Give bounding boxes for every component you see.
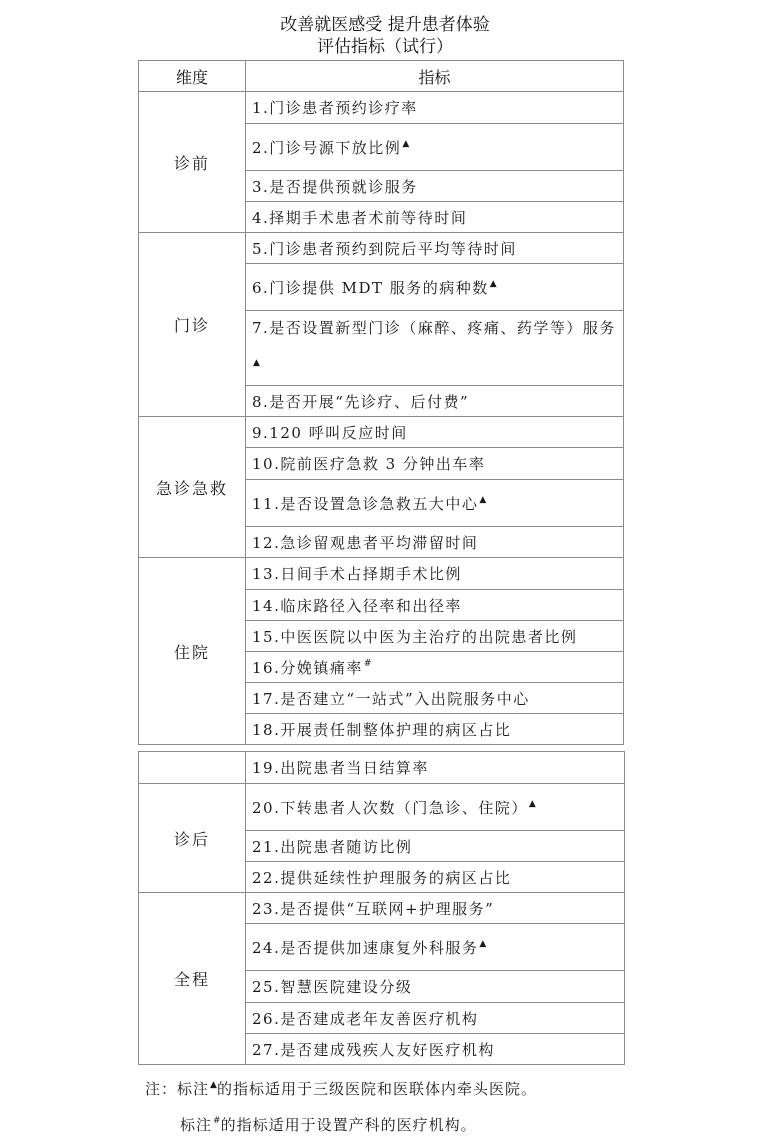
indicator-cell: 21.出院患者随访比例: [246, 831, 625, 862]
indicator-cell: 3.是否提供预就诊服务: [246, 171, 624, 202]
table-row: [139, 417, 624, 448]
indicator-cell: 16.分娩镇痛率#: [246, 652, 624, 683]
triangle-mark-icon: ▲: [489, 278, 497, 289]
triangle-mark-icon: ▲: [479, 494, 487, 505]
dimension-cell: 全程: [139, 893, 246, 1065]
dimension-cell: [139, 752, 246, 784]
table-row: [139, 893, 625, 924]
table-row: [139, 752, 625, 784]
indicator-cell: 6.门诊提供 MDT 服务的病种数▲: [246, 264, 624, 311]
table-row: [139, 784, 625, 831]
header-indicator: 指标: [246, 61, 624, 92]
footnote-triangle: 注：标注▲的指标适用于三级医院和医联体内牵头医院。: [145, 1080, 537, 1098]
footnote-hash: 标注#的指标适用于设置产科的医疗机构。: [180, 1116, 477, 1134]
hash-mark-icon: #: [213, 1116, 221, 1126]
table-row: [139, 92, 624, 124]
document-subtitle: 评估指标（试行）: [317, 37, 453, 57]
triangle-mark-icon: ▲: [402, 138, 410, 149]
indicator-cell: 17.是否建立“一站式”入出院服务中心: [246, 683, 624, 714]
dimension-cell: 诊后: [139, 784, 246, 893]
document-title: 改善就医感受 提升患者体验: [280, 15, 490, 35]
table-row: [139, 558, 624, 590]
indicator-table-part1: [138, 60, 624, 745]
indicator-cell: 26.是否建成老年友善医疗机构: [246, 1003, 625, 1034]
triangle-mark-icon: ▲: [253, 358, 260, 368]
indicator-cell: 24.是否提供加速康复外科服务▲: [246, 924, 625, 971]
indicator-cell: 20.下转患者人次数（门急诊、住院）▲: [246, 784, 625, 831]
indicator-cell: 15.中医医院以中医为主治疗的出院患者比例: [246, 621, 624, 652]
triangle-mark-icon: ▲: [210, 1080, 217, 1090]
indicator-cell: 19.出院患者当日结算率: [246, 752, 625, 784]
table-header-row: [139, 61, 624, 92]
indicator-cell: 1.门诊患者预约诊疗率: [246, 92, 624, 124]
indicator-cell: 7.是否设置新型门诊（麻醉、疼痛、药学等）服务▲: [246, 311, 624, 386]
indicator-cell: 14.临床路径入径率和出径率: [246, 590, 624, 621]
indicator-cell: 18.开展责任制整体护理的病区占比: [246, 714, 624, 745]
indicator-cell: 8.是否开展“先诊疗、后付费”: [246, 386, 624, 417]
dimension-cell: 诊前: [139, 92, 246, 233]
indicator-cell: 4.择期手术患者术前等待时间: [246, 202, 624, 233]
header-dimension: 维度: [139, 61, 246, 92]
triangle-mark-icon: ▲: [479, 938, 487, 949]
indicator-table-part2: [138, 751, 625, 1065]
indicator-cell: 2.门诊号源下放比例▲: [246, 124, 624, 171]
triangle-mark-icon: ▲: [528, 798, 536, 809]
indicator-cell: 5.门诊患者预约到院后平均等待时间: [246, 233, 624, 264]
indicator-cell: 11.是否设置急诊急救五大中心▲: [246, 480, 624, 527]
dimension-cell: 住院: [139, 558, 246, 745]
dimension-cell: 急诊急救: [139, 417, 246, 558]
indicator-cell: 22.提供延续性护理服务的病区占比: [246, 862, 625, 893]
indicator-cell: 9.120 呼叫反应时间: [246, 417, 624, 448]
hash-mark-icon: #: [363, 658, 372, 669]
indicator-cell: 25.智慧医院建设分级: [246, 971, 625, 1003]
indicator-cell: 13.日间手术占择期手术比例: [246, 558, 624, 590]
indicator-cell: 10.院前医疗急救 3 分钟出车率: [246, 448, 624, 480]
dimension-cell: 门诊: [139, 233, 246, 417]
indicator-cell: 23.是否提供“互联网+护理服务”: [246, 893, 625, 924]
indicator-cell: 12.急诊留观患者平均滞留时间: [246, 527, 624, 558]
indicator-cell: 27.是否建成残疾人友好医疗机构: [246, 1034, 625, 1065]
table-row: [139, 233, 624, 264]
